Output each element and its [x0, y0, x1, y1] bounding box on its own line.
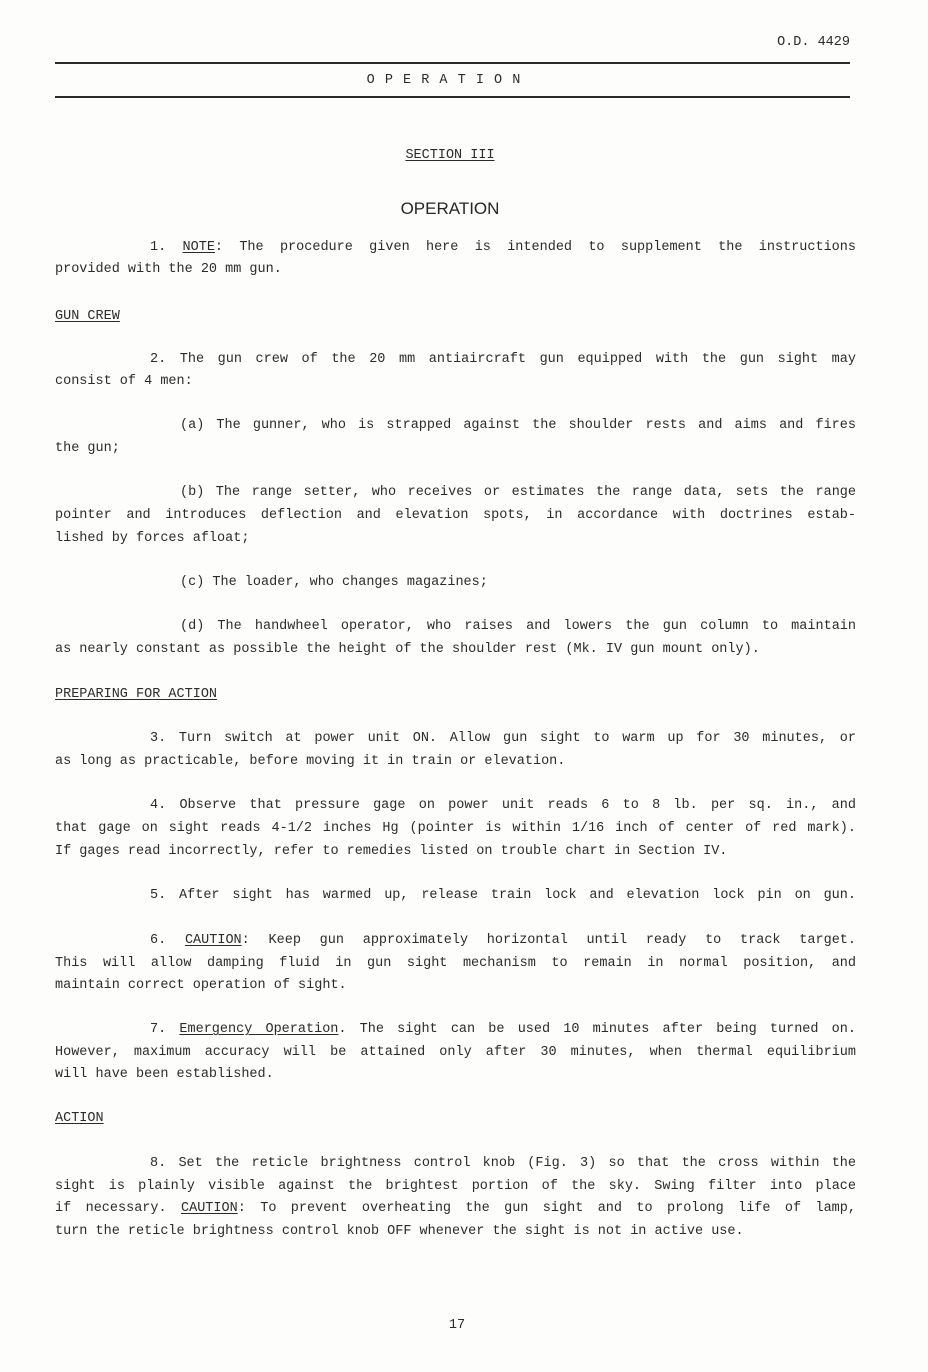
paragraph-number: 1.	[150, 240, 183, 255]
paragraph-5-line-1: 5. After sight has warmed up, release train lock and elevation lock pin on gun.	[150, 888, 856, 903]
paragraph-7-line-2: However, maximum accuracy will be attained only after 30 minutes, when thermal equilibrium	[55, 1045, 856, 1060]
heading-preparing-for-action: PREPARING FOR ACTION	[55, 687, 218, 702]
paragraph-6-line-3: maintain correct operation of sight.	[55, 978, 347, 993]
paragraph-8-line-1: 8. Set the reticle brightness control knob (Fig. 3) so that the cross within the	[150, 1156, 856, 1171]
heading-action: ACTION	[55, 1111, 104, 1126]
page-number: 17	[448, 1318, 466, 1333]
paragraph-8-line-3	[55, 1200, 856, 1218]
heading-gun-crew: GUN CREW	[55, 309, 120, 324]
paragraph-7-line-1	[150, 1021, 856, 1039]
section-label: SECTION III	[405, 148, 495, 163]
line-text: : The procedure given here is intended to supplement the instructions	[214, 240, 856, 255]
paragraph-2-line-1: 2. The gun crew of the 20 mm antiaircraft gun equipped with the gun sight may	[150, 352, 856, 367]
running-title: O P E R A T I O N	[366, 73, 522, 88]
item-d-line-2: as nearly constant as possible the height of the shoulder rest (Mk. IV gun mount only).	[55, 642, 760, 657]
paragraph-2-line-2: consist of 4 men:	[55, 374, 193, 389]
paragraph-number: 6.	[150, 933, 185, 948]
item-c-line-1: (c) The loader, who changes magazines;	[180, 575, 488, 590]
paragraph-1-line-2: provided with the 20 mm gun.	[55, 262, 282, 277]
paragraph-6-line-2: This will allow damping fluid in gun sight mechanism to remain in normal position, and	[55, 956, 856, 971]
item-a-line-2: the gun;	[55, 441, 120, 456]
item-d-line-1: (d) The handwheel operator, who raises and lowers the gun column to maintain	[180, 619, 856, 634]
section-title: OPERATION	[400, 199, 500, 218]
header-bottom-rule	[55, 96, 850, 98]
paragraph-3-line-2: as long as practicable, before moving it in train or elevation.	[55, 754, 566, 769]
paragraph-8-line-4: turn the reticle brightness control knob OFF whenever the sight is not in active use.	[55, 1224, 744, 1239]
item-a-line-1: (a) The gunner, who is strapped against the shoulder rests and aims and fires	[180, 418, 856, 433]
paragraph-number: 7.	[150, 1022, 180, 1037]
emergency-operation-label: Emergency Operation	[179, 1022, 339, 1037]
paragraph-7-line-3: will have been established.	[55, 1067, 274, 1082]
document-number: O.D. 4429	[777, 35, 850, 50]
paragraph-6-line-1	[150, 932, 856, 950]
item-b-line-3: lished by forces afloat;	[55, 531, 250, 546]
line-text: . The sight can be used 10 minutes after being turned on.	[338, 1022, 856, 1037]
paragraph-3-line-1: 3. Turn switch at power unit ON. Allow gun sight to warm up for 30 minutes, or	[150, 731, 856, 746]
item-b-line-2: pointer and introduces deflection and elevation spots, in accordance with doctrines estab-	[55, 508, 856, 523]
note-label: NOTE	[182, 240, 215, 255]
item-b-line-1: (b) The range setter, who receives or estimates the range data, sets the range	[180, 485, 856, 500]
line-text: : To prevent overheating the gun sight and to prolong life of lamp,	[237, 1201, 856, 1216]
paragraph-1-line-1	[150, 239, 856, 257]
paragraph-4-line-1: 4. Observe that pressure gage on power unit reads 6 to 8 lb. per sq. in., and	[150, 798, 856, 813]
line-text: : Keep gun approximately horizontal until ready to track target.	[241, 933, 856, 948]
line-text: if necessary.	[55, 1201, 181, 1216]
caution-label: CAUTION	[181, 1201, 238, 1216]
paragraph-4-line-3: If gages read incorrectly, refer to remedies listed on trouble chart in Section IV.	[55, 844, 728, 859]
paragraph-4-line-2: that gage on sight reads 4-1/2 inches Hg (pointer is within 1/16 inch of center of red mark).	[55, 821, 856, 836]
caution-label: CAUTION	[184, 933, 242, 948]
header-top-rule	[55, 62, 850, 64]
paragraph-8-line-2: sight is plainly visible against the brightest portion of the sky. Swing filter into place	[55, 1179, 856, 1194]
